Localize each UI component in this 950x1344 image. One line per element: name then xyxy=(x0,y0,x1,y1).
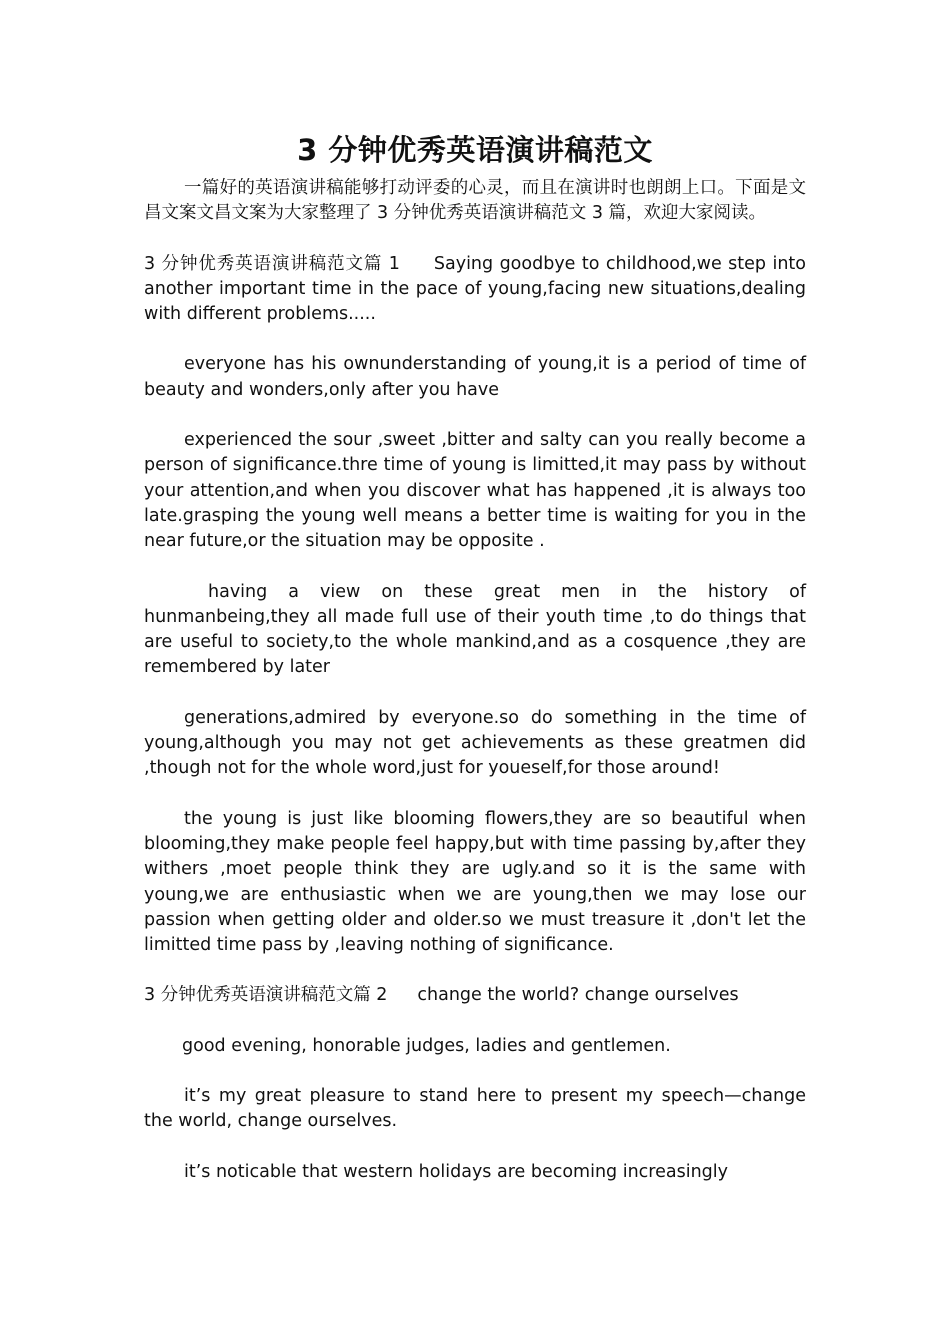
section2-paragraph: it’s noticable that western holidays are becoming increasingly xyxy=(184,1161,729,1182)
section1-first-line: Saying goodbye to childhood,we step into another important time in the pace of young,facing new situations,dealing with different problems..... xyxy=(144,253,806,325)
section2-heading: 3 分钟优秀英语演讲稿范文篇 2 xyxy=(144,985,388,1006)
document-page xyxy=(144,128,806,1185)
section1-paragraph: having a view on these great men in the history of hunmanbeing,they all made full use of their youth time ,to do things that are useful to society,to the whole mankind,and as a cosquence ,they are remembered by later xyxy=(144,581,806,678)
section1-paragraph: experienced the sour ,sweet ,bitter and salty can you really become a person of significance.thre time of young is limitted,it may pass by without your attention,and when you discover what has happened ,it is always too late.grasping the young well means a better time is waiting for you in the near future,or the situation may be opposite . xyxy=(144,430,806,552)
section2-first-line: change the world? change ourselves xyxy=(417,985,739,1006)
section1-paragraph: the young is just like blooming flowers,they are so beautiful when blooming,they make people feel happy,but with time passing by,after they withers ,moet people think they are ugly.and so it is the same with young,we are enthusiastic when we are young,then we may lose our passion when getting older and older.so we must treasure it ,don't let the limitted time pass by ,leaving nothing of significance. xyxy=(144,808,806,956)
section2-paragraph: it’s my great pleasure to stand here to present my speech—change the world, change ourselves. xyxy=(144,1086,806,1132)
section2-paragraph: good evening, honorable judges, ladies and gentlemen. xyxy=(182,1035,671,1056)
section1-paragraph: generations,admired by everyone.so do something in the time of young,although you may not get achievements as these greatmen did ,though not for the whole word,just for youeself,for those around! xyxy=(144,707,806,779)
section2-first-paragraph xyxy=(144,983,806,1008)
document-title: 3 分钟优秀英语演讲稿范文 xyxy=(297,133,653,167)
section1-heading: 3 分钟优秀英语演讲稿范文篇 1 xyxy=(144,253,400,274)
section1-paragraph: everyone has his ownunderstanding of young,it is a period of time of beauty and wonders,only after you have xyxy=(144,354,806,400)
section1-first-paragraph xyxy=(144,252,806,328)
intro-paragraph: 一篇好的英语演讲稿能够打动评委的心灵，而且在演讲时也朗朗上口。下面是文昌文案文昌文案为大家整理了 3 分钟优秀英语演讲稿范文 3 篇，欢迎大家阅读。 xyxy=(144,178,806,224)
